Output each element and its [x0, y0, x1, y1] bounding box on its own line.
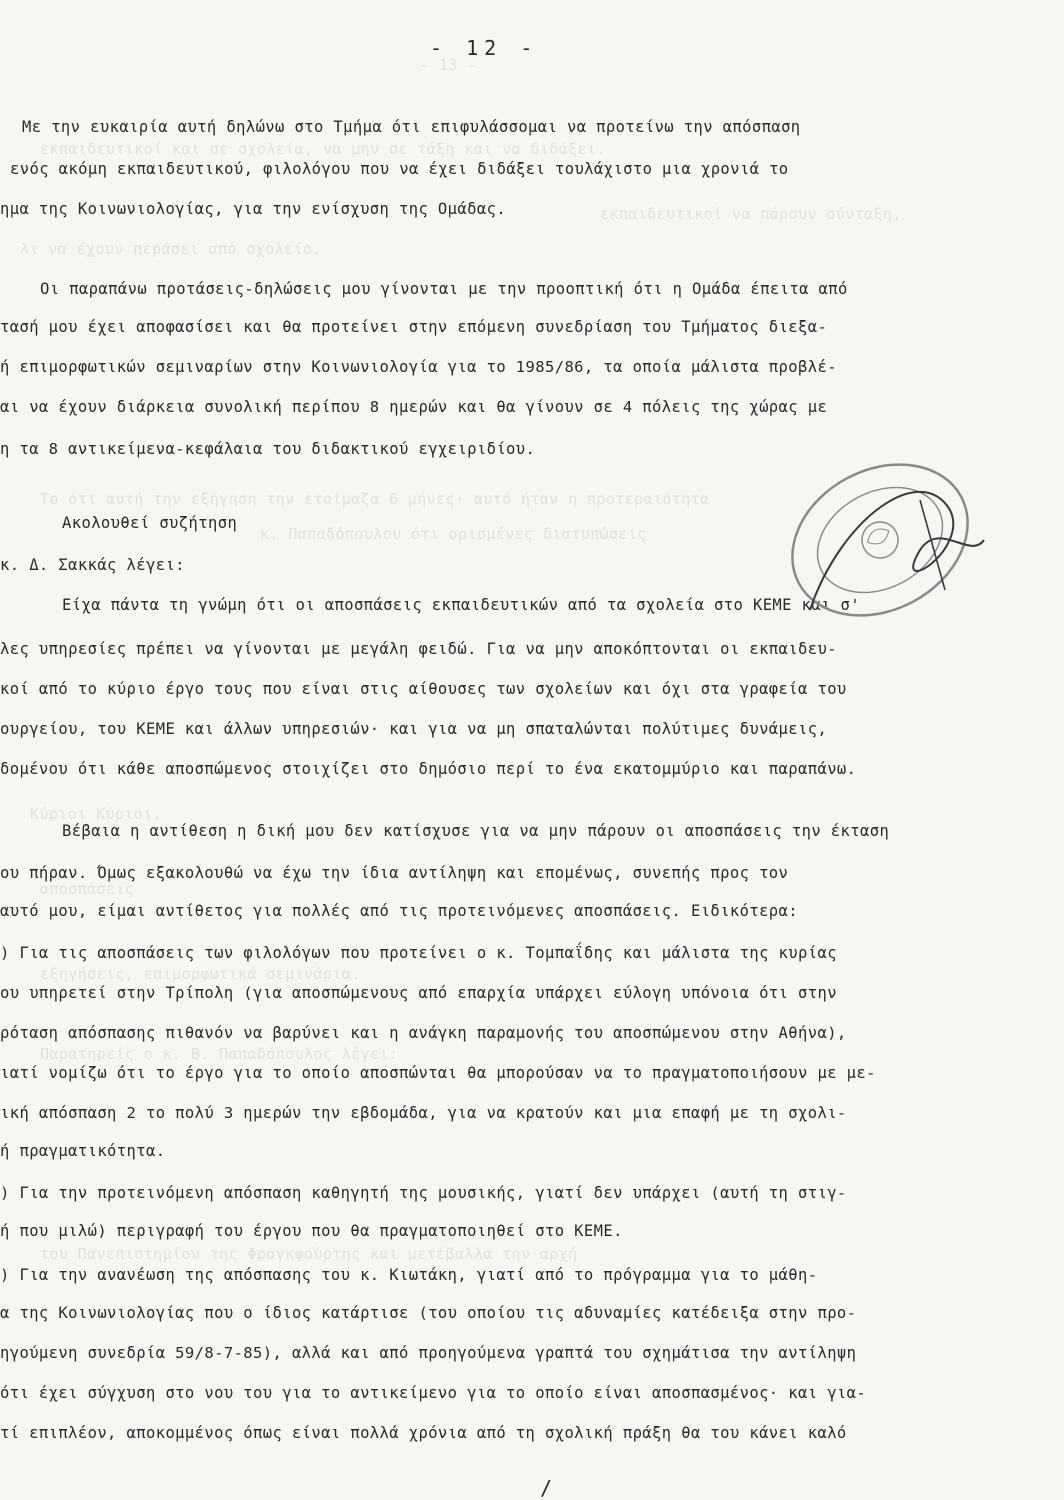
bleed-through: αποσπάσεις: [40, 880, 135, 898]
text-line: ή πραγματικότητα.: [0, 1142, 166, 1160]
text-line: Είχα πάντα τη γνώμη ότι οι αποσπάσεις εκπαιδευτικών από τα σχολεία στο ΚΕΜΕ και σ': [62, 596, 861, 614]
bleed-through: εκπαιδευτικοί να πάρουν σύνταξη,: [600, 205, 902, 223]
text-line: ή επιμορφωτικών σεμιναρίων στην Κοινωνιολογία για το 1985/86, τα οποία μάλιστα προβλέ-: [0, 358, 837, 376]
text-line: ική απόσπαση 2 το πολύ 3 ημερών την εβδομάδα, για να κρατούν και μια επαφή με τη σχολι-: [0, 1104, 847, 1122]
bleed-through: - 13 -: [420, 56, 477, 74]
text-line: ου πήραν. Όμως εξακολουθώ να έχω την ίδια αντίληψη και επομένως, συνεπής προς τον: [0, 864, 789, 882]
bleed-through: του Πανεπιστημίου της Φραγκφούρτης και μετέβαλλα την αρχή: [40, 1245, 578, 1263]
text-line: δομένου ότι κάθε αποσπώμενος στοιχίζει στο δημόσιο περί το ένα εκατομμύριο και παραπάνω.: [0, 760, 857, 778]
end-mark: /: [540, 1476, 553, 1500]
official-stamp: [770, 440, 990, 640]
text-line: α της Κοινωνιολογίας που ο ίδιος κατάρτισε (του οποίου τις αδυναμίες κατέδειξα στην προ-: [0, 1304, 857, 1322]
text-line: ρόταση απόσπασης πιθανόν να βαρύνει και η ανάγκη παραμονής του αποσπώμενου στην Αθήνα),: [0, 1024, 847, 1042]
bleed-through: εκπαιδευτικοί και σε σχολεία, να μην σε τάξη και να διδάξει.: [40, 140, 606, 158]
text-line: ) Για τις αποσπάσεις των φιλολόγων που προτείνει ο κ. Τομπαΐδης και μάλιστα της κυρίας: [0, 944, 837, 962]
bleed-through: Παρατηρείς ο κ. Β. Παπαδόπουλος λέγει:: [40, 1045, 399, 1063]
text-line: κοί από το κύριο έργο τους που είναι στις αίθουσες των σχολείων και όχι στα γραφεία του: [0, 680, 847, 698]
text-line: η τα 8 αντικείμενα-κεφάλαια του διδακτικού εγχειριδίου.: [0, 440, 536, 458]
text-line: Με την ευκαιρία αυτή δηλώνω στο Τμήμα ότι επιφυλάσσομαι να προτείνω την απόσπαση: [22, 118, 801, 136]
bleed-through: λι να έχουν περάσει από σχολείο.: [20, 240, 322, 258]
bleed-through: κ. Παπαδόπουλου ότι ορισμένες διατυπώσεις: [260, 525, 647, 543]
text-line: αι να έχουν διάρκεια συνολική περίπου 8 ημερών και θα γίνουν σε 4 πόλεις της χώρας με: [0, 398, 828, 416]
text-line: ) Για την ανανέωση της απόσπασης του κ. Κιωτάκη, γιατί από το πρόγραμμα για το μάθη-: [0, 1266, 818, 1284]
text-line: ηγούμενη συνεδρία 59/8-7-85), αλλά και από προηγούμενα γραπτά του σχημάτισα την αντίληψη: [0, 1344, 857, 1362]
text-line: ότι έχει σύγχυση στο νου του για το αντικείμενο για το οποίο είναι αποσπασμένος· και για-: [0, 1384, 867, 1402]
text-line: ) Για την προτεινόμενη απόσπαση καθηγητή της μουσικής, γιατί δεν υπάρχει (αυτή τη στιγ-: [0, 1184, 847, 1202]
text-line: τί επιπλέον, αποκομμένος όπως είναι πολλά χρόνια από τη σχολική πράξη θα του κάνει καλό: [0, 1424, 847, 1442]
bleed-through: Το ότι αυτή την εξήγηση την ετοίμαζα 6 μήνες· αυτό ήταν η προτεραιότητα: [40, 490, 710, 508]
page-number: - 12 -: [430, 36, 539, 60]
text-line: τασή μου έχει αποφασίσει και θα προτείνει στην επόμενη συνεδρίαση του Τμήματος διεξα-: [0, 318, 828, 336]
text-line: ου υπηρετεί στην Τρίπολη (για αποσπώμενους από επαρχία υπάρχει εύλογη υπόνοια ότι στην: [0, 984, 837, 1002]
bleed-through: Κύριοι Κύριοι,: [30, 805, 163, 823]
text-line: ημα της Κοινωνιολογίας, για την ενίσχυση της Ομάδας.: [0, 200, 507, 218]
text-line: αυτό μου, είμαι αντίθετος για πολλές από τις προτεινόμενες αποσπάσεις. Ειδικότερα:: [0, 902, 799, 920]
text-line: Οι παραπάνω προτάσεις-δηλώσεις μου γίνονται με την προοπτική ότι η Ομάδα έπειτα από: [40, 280, 848, 298]
text-line: ουργείου, του ΚΕΜΕ και άλλων υπηρεσιών· και για να μη σπαταλώνται πολύτιμες δυνάμεις,: [0, 720, 828, 738]
text-line: λες υπηρεσίες πρέπει να γίνονται με μεγάλη φειδώ. Για να μην αποκόπτονται οι εκπαιδευ-: [0, 640, 837, 658]
text-line: ενός ακόμη εκπαιδευτικού, φιλολόγου που να έχει διδάξει τουλάχιστο μια χρονιά το: [10, 160, 789, 178]
bleed-through: εξηγήσεις, επιμορφωτικά σεμινάρια.: [40, 965, 361, 983]
text-line: κ. Δ. Σακκάς λέγει:: [0, 556, 185, 574]
text-line: ή που μιλώ) περιγραφή του έργου που θα πραγματοποιηθεί στο ΚΕΜΕ.: [0, 1222, 623, 1240]
text-line: ιατί νομίζω ότι το έργο για το οποίο αποσπώνται θα μπορούσαν να το πραγματοποιήσουν με με-: [0, 1064, 876, 1082]
text-line: Βέβαια η αντίθεση η δική μου δεν κατίσχυσε για να μην πάρουν οι αποσπάσεις την έκταση: [62, 822, 890, 840]
text-line: Ακολουθεί συζήτηση: [62, 514, 238, 532]
